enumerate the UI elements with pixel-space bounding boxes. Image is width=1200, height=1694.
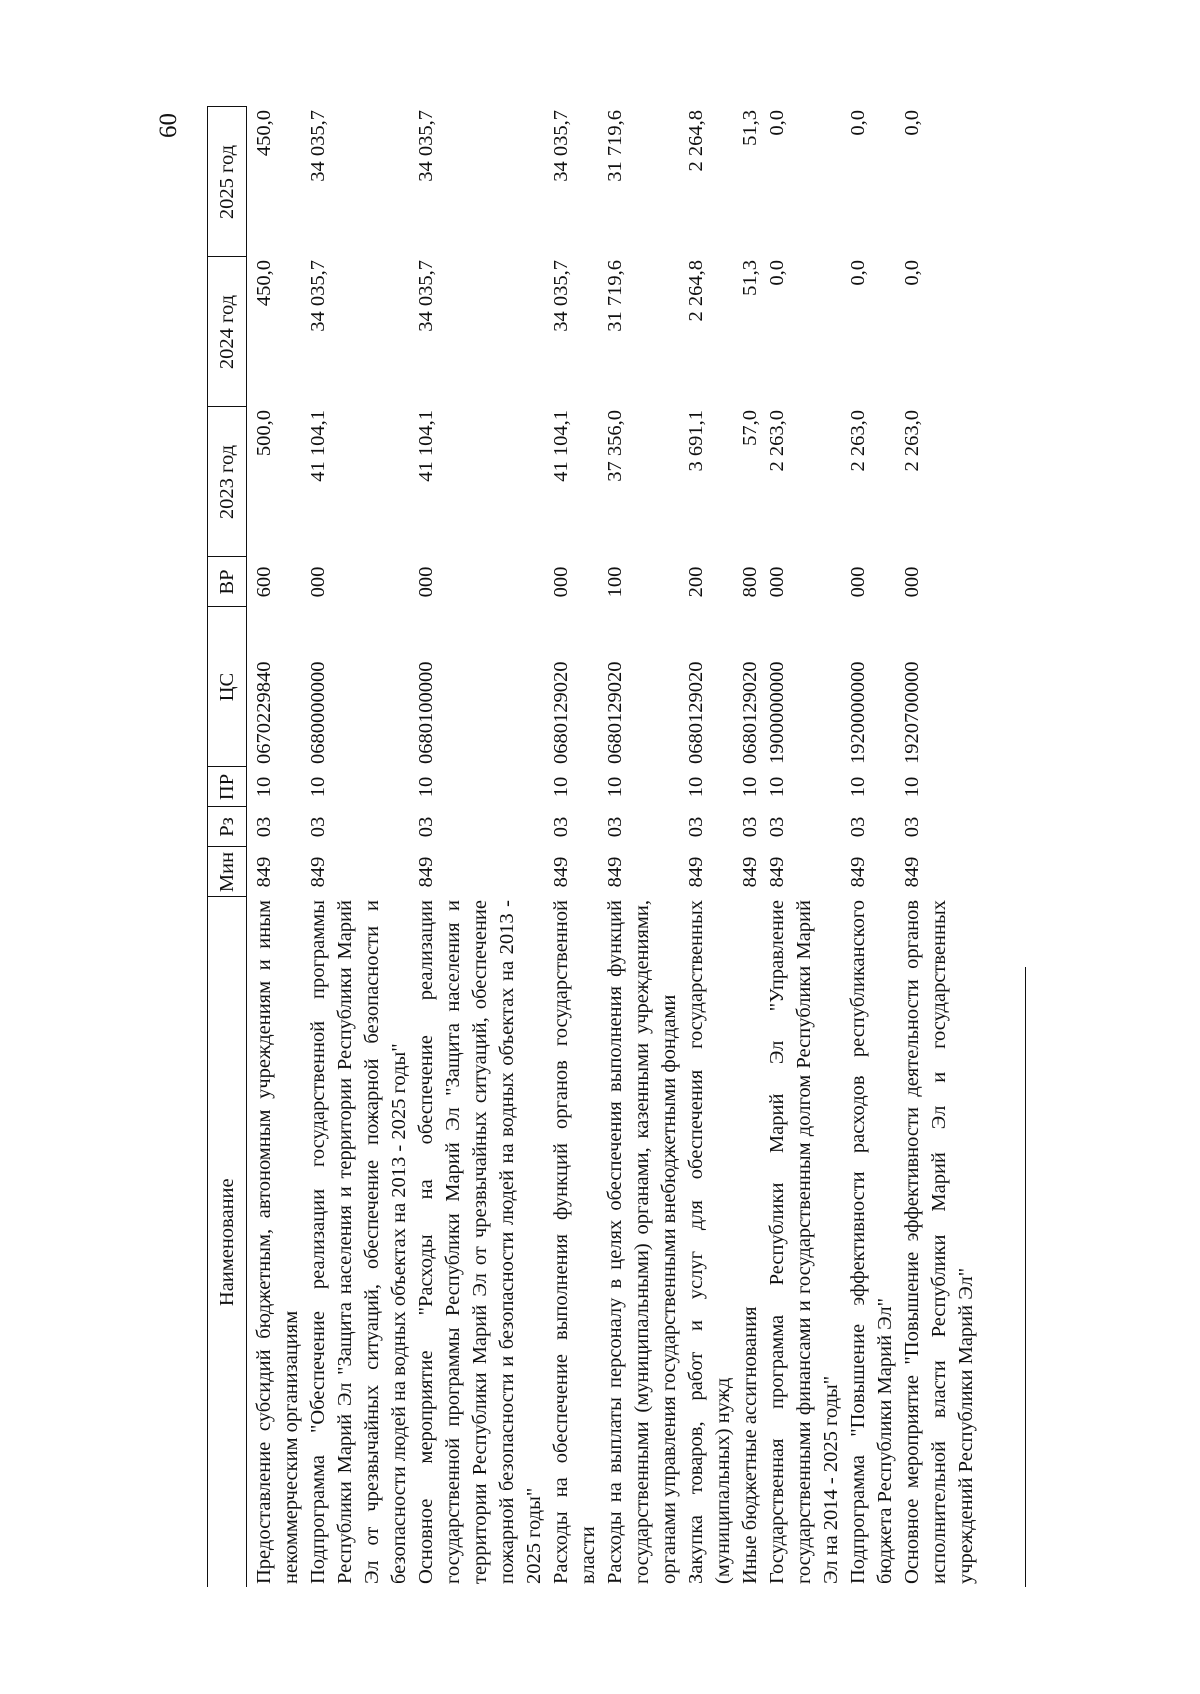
row-cs: 0680129020 [685,661,707,764]
page-number: 60 [155,113,182,138]
row-pr: 10 [415,776,437,798]
row-name: Предоставление субсидий бюджетным, автономным учреждениям и иным некоммерческим организациям [253,900,302,1584]
row-cs: 0670229840 [253,661,275,764]
row-vr: 200 [685,566,707,598]
table-row [602,107,683,1587]
header-pr: ПР [208,767,247,807]
row-pr: 10 [685,776,707,798]
row-2024: 450,0 [253,260,275,307]
table-row [548,107,602,1587]
table-row [899,107,980,1587]
row-pr: 10 [739,776,761,798]
header-vr: ВР [208,557,247,607]
row-vr: 000 [307,566,329,598]
table-row [247,107,306,1587]
row-2024: 2 264,8 [685,260,707,322]
table-row [305,107,413,1587]
row-min: 849 [550,856,572,888]
table-row [764,107,845,1587]
row-vr: 100 [604,566,626,598]
row-cs: 0680000000 [307,661,329,764]
table-row [413,107,548,1587]
row-2023: 2 263,0 [847,410,869,472]
row-name: Закупка товаров, работ и услуг для обеспечения государственных (муниципальных) нужд [685,900,734,1584]
row-2023: 37 356,0 [604,410,626,482]
row-min: 849 [604,856,626,888]
header-cs: ЦС [208,607,247,767]
row-2023: 57,0 [739,410,761,446]
row-vr: 000 [847,566,869,598]
row-2025: 34 035,7 [307,110,329,182]
row-vr: 000 [901,566,923,598]
row-cs: 1920700000 [901,661,923,764]
row-name: Подпрограмма "Обеспечение реализации государственной программы Республики Марий Эл "Защита населения и территории Республики Марий Эл от чрезвычайных ситуаций, обеспечение пожарной безопасности и безопасности людей на водных объектах на 2013 - 2025 годы" [307,900,410,1584]
row-name: Иные бюджетные ассигнования [739,1306,761,1584]
row-2023: 41 104,1 [415,410,437,482]
row-2024: 31 719,6 [604,260,626,332]
row-name: Расходы на обеспечение выполнения функций органов государственной власти [550,900,599,1584]
row-rz: 03 [550,816,572,838]
row-cs: 0680129020 [550,661,572,764]
row-min: 849 [415,856,437,888]
row-min: 849 [847,856,869,888]
row-rz: 03 [739,816,761,838]
row-min: 849 [766,856,788,888]
row-2025: 450,0 [253,110,275,157]
row-rz: 03 [253,816,275,838]
row-2023: 3 691,1 [685,410,707,472]
row-name: Государственная программа Республики Марий Эл "Управление государственными финансами и государственным долгом Республики Марий Эл на 2014 - 2025 годы" [766,900,842,1584]
row-cs: 1920000000 [847,661,869,764]
row-cs: 0680129020 [739,661,761,764]
row-2024: 0,0 [766,260,788,286]
header-name: Наименование [208,897,247,1587]
row-min: 849 [901,856,923,888]
row-name: Основное мероприятие "Расходы на обеспечение реализации государственной программы Республики Марий Эл "Защита населения и территории Республики Марий Эл от чрезвычайных ситуаций, обеспечение пожарной безопасности и безопасности людей на водных объектах на 2013 - 2025 годы" [415,900,545,1584]
header-2024: 2024 год [208,257,247,407]
row-vr: 800 [739,566,761,598]
row-2023: 2 263,0 [766,410,788,472]
row-2023: 500,0 [253,410,275,457]
row-min: 849 [253,856,275,888]
row-2024: 0,0 [847,260,869,286]
row-rz: 03 [604,816,626,838]
row-2025: 34 035,7 [550,110,572,182]
row-vr: 000 [415,566,437,598]
header-2023: 2023 год [208,407,247,557]
row-rz: 03 [415,816,437,838]
row-2024: 34 035,7 [550,260,572,332]
row-vr: 000 [550,566,572,598]
row-cs: 0680129020 [604,661,626,764]
row-vr: 000 [766,566,788,598]
row-2025: 0,0 [901,110,923,136]
row-rz: 03 [685,816,707,838]
row-2025: 0,0 [847,110,869,136]
row-2025: 34 035,7 [415,110,437,182]
row-min: 849 [307,856,329,888]
rotated-page [155,107,1045,1587]
row-pr: 10 [847,776,869,798]
row-name: Подпрограмма "Повышение эффективности расходов республиканского бюджета Республики Марий Эл" [847,900,896,1584]
header-rz: Рз [208,807,247,847]
row-2024: 34 035,7 [415,260,437,332]
row-rz: 03 [847,816,869,838]
row-2023: 41 104,1 [307,410,329,482]
row-pr: 10 [766,776,788,798]
row-2024: 0,0 [901,260,923,286]
row-rz: 03 [766,816,788,838]
row-min: 849 [685,856,707,888]
row-rz: 03 [307,816,329,838]
row-pr: 10 [307,776,329,798]
table-row [737,107,764,1587]
row-min: 849 [739,856,761,888]
row-2024: 51,3 [739,260,761,296]
table-row [845,107,899,1587]
row-vr: 600 [253,566,275,598]
row-2025: 31 719,6 [604,110,626,182]
row-pr: 10 [901,776,923,798]
row-cs: 0680100000 [415,661,437,764]
row-cs: 1900000000 [766,661,788,764]
row-2023: 2 263,0 [901,410,923,472]
bottom-rule [1025,967,1026,1587]
row-name: Расходы на выплаты персоналу в целях обеспечения выполнения функций государственными (муниципальными) органами, казенными учреждениями, органами управления государственными внебюджетными фондами [604,900,680,1584]
row-2025: 0,0 [766,110,788,136]
row-name: Основное мероприятие "Повышение эффективности деятельности органов исполнительной власти Республики Марий Эл и государственных учреждений Республики Марий Эл" [901,900,977,1584]
table-header-row [208,107,247,1587]
row-pr: 10 [253,776,275,798]
row-2023: 41 104,1 [550,410,572,482]
header-min: Мин [208,847,247,897]
header-2025: 2025 год [208,107,247,257]
row-2025: 51,3 [739,110,761,146]
table-row [683,107,737,1587]
row-pr: 10 [604,776,626,798]
row-2025: 2 264,8 [685,110,707,172]
budget-table [207,107,980,1588]
row-rz: 03 [901,816,923,838]
row-pr: 10 [550,776,572,798]
row-2024: 34 035,7 [307,260,329,332]
